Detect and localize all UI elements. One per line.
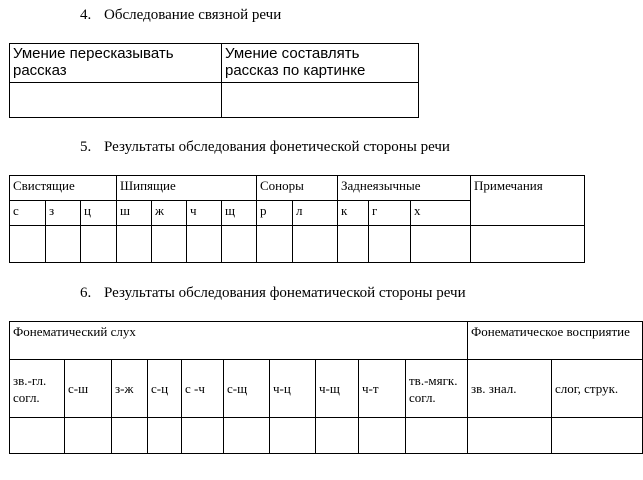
section-5-number: 5. (80, 139, 92, 155)
section-6-title: Результаты обследования фонематической стороны речи (104, 285, 466, 301)
result-cell[interactable] (270, 418, 316, 454)
section-4-title: Обследование связной речи (104, 7, 282, 23)
result-cell[interactable] (552, 418, 643, 454)
result-cell[interactable] (406, 418, 468, 454)
sound-label: г (369, 201, 411, 226)
result-cell[interactable] (338, 226, 369, 263)
column-header: зв.-гл. согл. (10, 360, 65, 418)
phonemic-perception-header: Фонематическое восприятие (468, 322, 643, 360)
result-cell[interactable] (222, 226, 257, 263)
section-5-title: Результаты обследования фонетической стороны речи (104, 139, 450, 155)
section-5-heading (80, 139, 450, 156)
sound-label: з (46, 201, 81, 226)
hissing-header: Шипящие (117, 176, 257, 201)
section-4-heading (80, 7, 281, 24)
retelling-cell[interactable] (10, 83, 222, 118)
result-cell[interactable] (257, 226, 293, 263)
result-cell[interactable] (182, 418, 224, 454)
column-header: тв.-мягк. согл. (406, 360, 468, 418)
column-header: с-ц (148, 360, 182, 418)
result-cell[interactable] (10, 226, 46, 263)
section-4-number: 4. (80, 7, 92, 23)
phonemic-table (9, 321, 643, 454)
column-header: зв. знал. (468, 360, 552, 418)
retelling-header: Умение пересказывать рассказ (10, 44, 222, 83)
picture-story-cell[interactable] (222, 83, 419, 118)
column-header: з-ж (112, 360, 148, 418)
column-header: слог, струк. (552, 360, 643, 418)
sound-label: ж (152, 201, 187, 226)
result-cell[interactable] (411, 226, 471, 263)
column-header: ч-ц (270, 360, 316, 418)
sound-label: ц (81, 201, 117, 226)
result-cell[interactable] (359, 418, 406, 454)
notes-cell[interactable] (471, 226, 585, 263)
sound-label: р (257, 201, 293, 226)
notes-header: Примечания (471, 176, 585, 226)
whistling-header: Свистящие (10, 176, 117, 201)
column-header: с -ч (182, 360, 224, 418)
coherent-speech-table (9, 43, 419, 118)
column-header: ч-т (359, 360, 406, 418)
column-header: ч-щ (316, 360, 359, 418)
result-cell[interactable] (112, 418, 148, 454)
result-cell[interactable] (468, 418, 552, 454)
result-cell[interactable] (316, 418, 359, 454)
sonorant-header: Соноры (257, 176, 338, 201)
velar-header: Заднеязычные (338, 176, 471, 201)
sound-label: щ (222, 201, 257, 226)
sound-label: к (338, 201, 369, 226)
result-cell[interactable] (81, 226, 117, 263)
sound-label: л (293, 201, 338, 226)
column-header: с-щ (224, 360, 270, 418)
section-6-heading (80, 285, 466, 302)
phonetic-table (9, 175, 585, 263)
sound-label: с (10, 201, 46, 226)
result-cell[interactable] (10, 418, 65, 454)
sound-label: ч (187, 201, 222, 226)
result-cell[interactable] (152, 226, 187, 263)
sound-label: ш (117, 201, 152, 226)
result-cell[interactable] (148, 418, 182, 454)
phonemic-hearing-header: Фонематический слух (10, 322, 468, 360)
column-header: с-ш (65, 360, 112, 418)
result-cell[interactable] (117, 226, 152, 263)
section-6-number: 6. (80, 285, 92, 301)
result-cell[interactable] (187, 226, 222, 263)
sound-label: х (411, 201, 471, 226)
result-cell[interactable] (224, 418, 270, 454)
result-cell[interactable] (293, 226, 338, 263)
result-cell[interactable] (46, 226, 81, 263)
picture-story-header: Умение составлять рассказ по картинке (222, 44, 419, 83)
result-cell[interactable] (65, 418, 112, 454)
result-cell[interactable] (369, 226, 411, 263)
